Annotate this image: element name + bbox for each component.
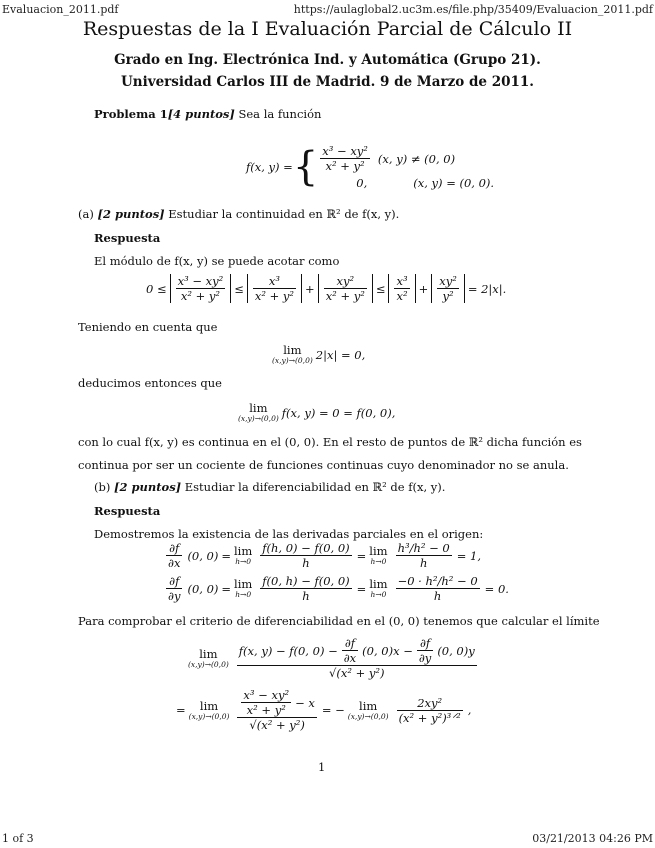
problem-statement xyxy=(94,107,321,121)
bound-start: 0 ≤ xyxy=(146,281,167,296)
part-a-answer-heading: Respuesta xyxy=(94,231,161,245)
part-a-label: (a) xyxy=(78,207,94,221)
pdf-filename: Evaluacion_2011.pdf xyxy=(2,3,119,16)
func-lhs: f(x, y) = xyxy=(246,160,293,174)
abs-term-4: $\frac{\text{x³}}{\text{x²}}$ xyxy=(388,274,415,303)
part-a-points: [2 puntos] xyxy=(97,207,165,221)
differentiability-limit-2: = lim (x,y)→(0,0) $\frac{\text{x³ − xy²}}{\text{x² + y²}}$ − x √(x² + y²) = − lim (x,y)→(0,0) $\frac{\text{2xy²}}{\text{(x² + y²)³ᐟ²}}$ , xyxy=(176,688,472,732)
case1-denominator: x² + y² xyxy=(325,159,365,173)
problem-text: Sea la función xyxy=(238,107,322,121)
page-number: 1 xyxy=(318,760,326,774)
part-a-line5: continua por ser un cociente de funciones continuas cuyo denominador no se anula. xyxy=(78,458,569,472)
abs-term-2: $\frac{\text{x³}}{\text{x² + y²}}$ xyxy=(247,274,302,303)
part-a-line1: El módulo de f(x, y) se puede acotar como xyxy=(94,254,340,268)
case1-numerator: x³ − xy² xyxy=(322,144,368,158)
print-timestamp: 03/21/2013 04:26 PM xyxy=(532,832,653,845)
partial-x-equation: $\frac{\partial f}{\partial x}$ (0, 0) = lim h→0 $\frac{f(h, 0) - f(0, 0)}{h}$ = lim h→0 $\frac{\text{h³/h² − 0}}{h}$ = 1, xyxy=(168,541,481,570)
part-b-statement xyxy=(94,480,445,494)
problem-label: Problema 1 xyxy=(94,107,168,121)
part-a-text: Estudiar la continuidad en ℝ² de f(x, y). xyxy=(168,207,400,221)
bound-end: = 2|x|. xyxy=(467,281,507,296)
problem-points: [4 puntos] xyxy=(167,107,235,121)
document-subtitle-university: Universidad Carlos III de Madrid. 9 de Marzo de 2011. xyxy=(121,74,534,90)
part-b-points: [2 puntos] xyxy=(114,480,182,494)
pdf-url: https://aulaglobal2.uc3m.es/file.php/35409/Evaluacion_2011.pdf xyxy=(293,3,653,16)
limit-equation-1: lim (x,y)→(0,0) 2|x| = 0, xyxy=(272,343,366,365)
left-brace: { xyxy=(292,144,319,190)
abs-term-1: $\frac{\text{x³ − xy²}}{\text{x² + y²}}$ xyxy=(170,274,232,303)
document-title: Respuestas de la I Evaluación Parcial de Cálculo II xyxy=(82,18,573,40)
bound-equation: 0 ≤ $\frac{\text{x³ − xy²}}{\text{x² + y²}}$ ≤ $\frac{\text{x³}}{\text{x² + y²}}$ + $\frac{\text{xy²}}{\text{x² + y²}}$ ≤ $\frac{\text{x³}}{\text{x²}}$ + $\frac{\text{xy²}}{\text{y²}}$ = 2|x|. xyxy=(146,274,507,303)
part-b-text: Estudiar la diferenciabilidad en ℝ² de f(x, y). xyxy=(184,480,446,494)
page-count: 1 of 3 xyxy=(2,832,34,845)
partial-y-equation: $\frac{\partial f}{\partial y}$ (0, 0) = lim h→0 $\frac{f(0, h) - f(0, 0)}{h}$ = lim h→0 $\frac{\text{−0 · h²/h² − 0}}{h}$ = 0. xyxy=(168,574,509,603)
abs-term-5: $\frac{\text{xy²}}{\text{y²}}$ xyxy=(431,274,465,303)
limit-equation-2: lim (x,y)→(0,0) f(x, y) = 0 = f(0, 0), xyxy=(238,401,396,423)
case2-value: 0, xyxy=(356,176,368,190)
case1-fraction xyxy=(320,144,370,173)
document-subtitle-course: Grado en Ing. Electrónica Ind. y Automática (Grupo 21). xyxy=(114,52,541,68)
part-a-line2: Teniendo en cuenta que xyxy=(78,320,218,334)
case1-condition: (x, y) ≠ (0, 0) xyxy=(377,151,456,166)
differentiability-limit: lim (x,y)→(0,0) f(x, y) − f(0, 0) − $\frac{\partial f}{\partial x}$ (0, 0)x − $\frac{\partial f}{\partial y}$ (0, 0)y √(x² + y²) xyxy=(188,636,475,680)
case2-condition: (x, y) = (0, 0). xyxy=(413,176,495,190)
part-b-line1: Demostremos la existencia de las derivadas parciales en el origen: xyxy=(94,527,484,541)
part-a-statement xyxy=(78,207,399,221)
part-a-line4: con lo cual f(x, y) es continua en el (0, 0). En el resto de puntos de ℝ² dicha función es xyxy=(78,435,582,449)
part-a-line3: deducimos entonces que xyxy=(78,376,222,390)
piecewise-function xyxy=(246,144,494,190)
abs-term-3: $\frac{\text{xy²}}{\text{x² + y²}}$ xyxy=(318,274,373,303)
part-b-answer-heading: Respuesta xyxy=(94,504,161,518)
part-b-line2: Para comprobar el criterio de diferenciabilidad en el (0, 0) tenemos que calcular el límite xyxy=(78,614,600,628)
part-b-label: (b) xyxy=(94,480,111,494)
